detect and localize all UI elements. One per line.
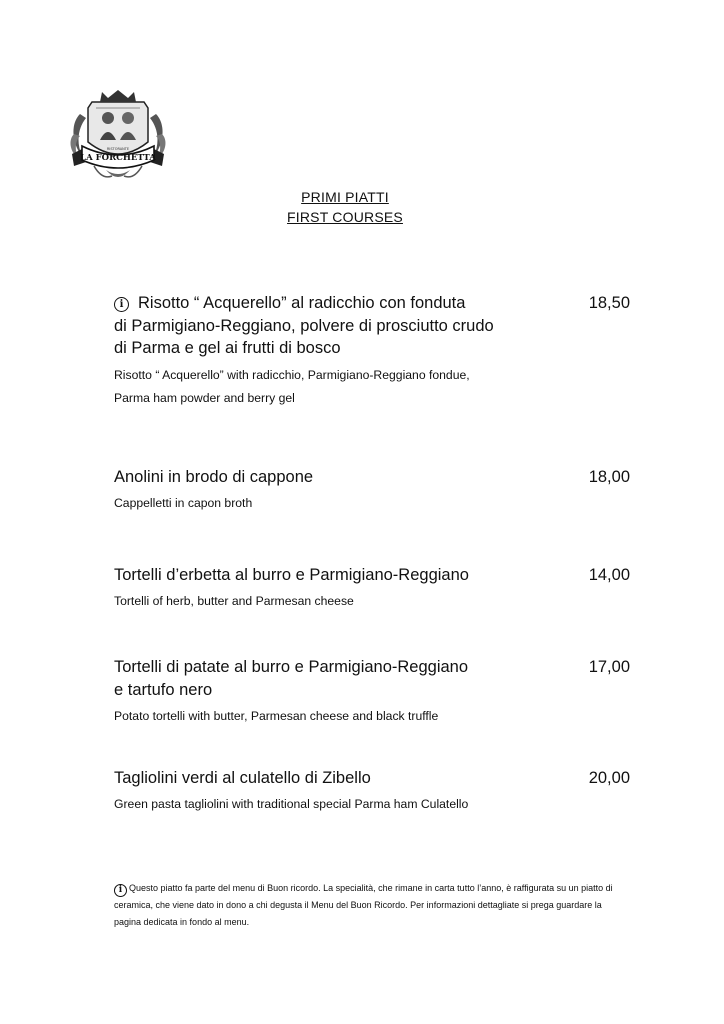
dish-4-line2: e tartufo nero — [114, 680, 213, 699]
dish-3-price: 14,00 — [588, 566, 630, 584]
page-title-it: PRIMI PIATTI — [301, 189, 389, 205]
dish-4-line1: Tortelli di patate al burro e Parmigiano-Reggiano — [114, 658, 469, 676]
dish-4-english: Potato tortelli with butter, Parmesan cheese and black truffle — [114, 709, 439, 723]
dish-1-line2: di Parmigiano-Reggiano, polvere di prosciutto crudo — [114, 316, 494, 335]
info-circle-icon: i — [114, 297, 129, 312]
dish-2-price: 18,00 — [588, 468, 630, 486]
dish-1-english-line1: Risotto “ Acquerello” with radicchio, Parmigiano-Reggiano fondue, — [114, 368, 470, 382]
dish-2-english: Cappelletti in capon broth — [114, 496, 253, 510]
dish-1-english-line2: Parma ham powder and berry gel — [114, 391, 295, 405]
dish-1-line1: i Risotto “ Acquerello” al radicchio con fonduta — [114, 292, 534, 315]
dish-2-name: Anolini in brodo di cappone — [114, 468, 314, 486]
restaurant-logo — [66, 84, 170, 190]
dish-3-english: Tortelli of herb, butter and Parmesan cheese — [114, 594, 354, 608]
dish-5-name: Tagliolini verdi al culatello di Zibello — [114, 769, 371, 787]
info-circle-icon: i — [114, 884, 127, 897]
dish-1-price: 18,50 — [588, 294, 630, 312]
dish-1-name — [114, 292, 534, 360]
footnote-line3: pagina dedicata in fondo al menu. — [114, 916, 250, 927]
dish-1-line3: di Parma e gel ai frutti di bosco — [114, 339, 341, 357]
logo-banner-text: LA FORCHETTA — [80, 153, 156, 163]
dish-1-english — [114, 364, 574, 410]
footnote-line2: ceramica, che viene dato in dono a chi degusta il Menu del Buon Ricordo. Per informazioni dettagliate si prega guardare la — [114, 900, 602, 910]
dish-4-price: 17,00 — [588, 658, 630, 676]
dish-4-name — [114, 656, 554, 701]
footnote-line1: i Questo piatto fa parte del menu di Buon ricordo. La specialità, che rimane in carta tutto l’anno, è raffigurata su un piatto di — [114, 880, 674, 897]
dish-5-english: Green pasta tagliolini with traditional special Parma ham Culatello — [114, 797, 469, 811]
dish-5-price: 20,00 — [588, 769, 630, 787]
logo-top-text: RISTORANTE — [106, 147, 130, 151]
footnote — [114, 880, 674, 930]
dish-3-name: Tortelli d’erbetta al burro e Parmigiano-Reggiano — [114, 566, 469, 584]
page-title-en: FIRST COURSES — [287, 209, 403, 225]
